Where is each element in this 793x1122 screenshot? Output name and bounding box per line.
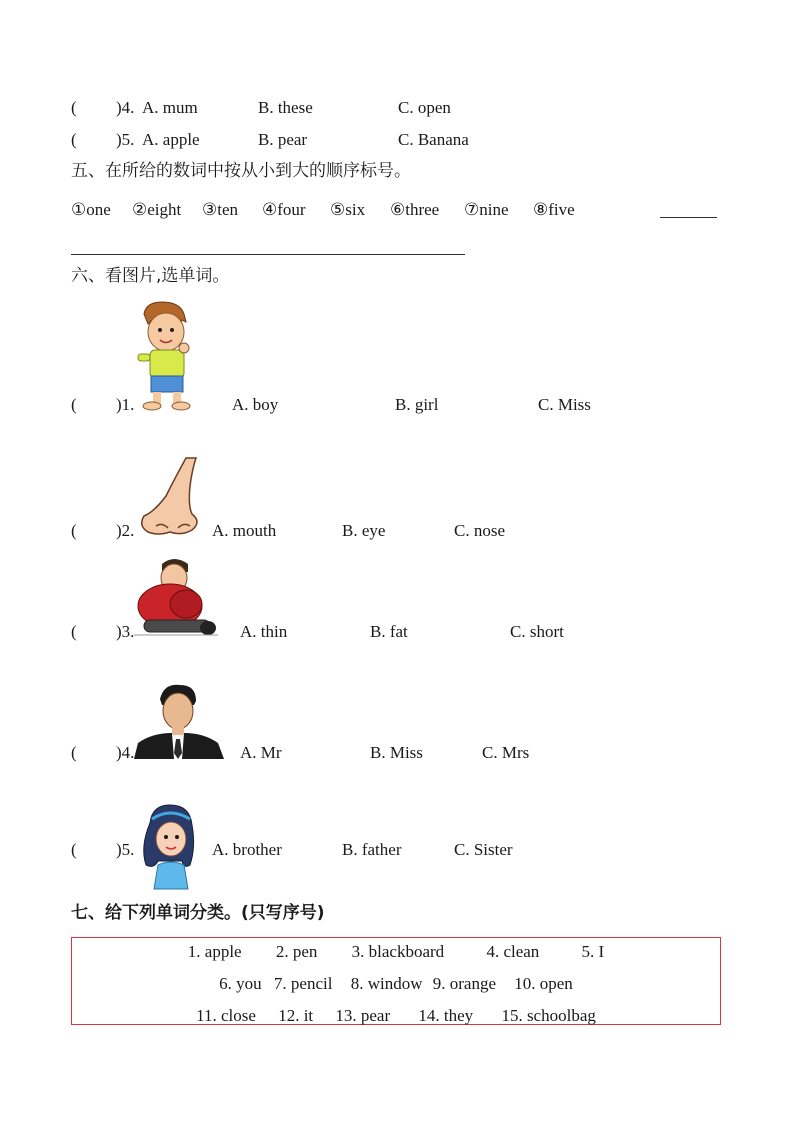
option-c: C. Mrs [482, 743, 530, 762]
question-number: )5. [116, 130, 135, 149]
option-b: B. Miss [370, 743, 423, 762]
answer-paren: ( [71, 521, 77, 540]
word-item: 14. they [418, 1006, 474, 1025]
word-row [72, 1007, 720, 1024]
word-item: 3. blackboard [351, 942, 445, 961]
girl-picture [136, 803, 202, 891]
option-b: B. pear [258, 130, 308, 149]
option-a: A. brother [212, 840, 282, 859]
word-row [72, 975, 720, 992]
option-c: C. short [510, 622, 564, 641]
option-b: B. eye [342, 521, 386, 540]
answer-paren: ( [71, 840, 77, 859]
boy-picture [134, 300, 196, 412]
nose-picture [136, 456, 204, 538]
number-word: ③ten [202, 200, 239, 219]
answer-paren: ( [71, 395, 77, 414]
word-item: 15. schoolbag [501, 1006, 596, 1025]
fat-man-picture [134, 556, 218, 638]
option-a: A. apple [142, 130, 200, 149]
option-c: C. Sister [454, 840, 513, 859]
answer-paren: ( [71, 743, 77, 762]
number-word: ⑥three [390, 200, 440, 219]
option-a: A. boy [232, 395, 279, 414]
option-c: C. Miss [538, 395, 591, 414]
question-number: )4. [116, 98, 135, 117]
word-box [71, 937, 721, 1025]
option-b: B. girl [395, 395, 439, 414]
question-number: )2. [116, 521, 135, 540]
word-item: 8. window [350, 974, 423, 993]
word-item: 5. I [581, 942, 605, 961]
question-number: )1. [116, 395, 135, 414]
number-word: ⑧five [533, 200, 575, 219]
number-word: ⑤six [330, 200, 366, 219]
number-word: ②eight [132, 200, 182, 219]
option-b: B. father [342, 840, 402, 859]
answer-paren: ( [71, 622, 77, 641]
word-item: 9. orange [432, 974, 497, 993]
word-item: 13. pear [335, 1006, 391, 1025]
word-item: 7. pencil [273, 974, 333, 993]
word-item: 1. apple [187, 942, 242, 961]
option-b: B. fat [370, 622, 408, 641]
option-c: C. nose [454, 521, 505, 540]
answer-blank-line[interactable] [660, 217, 717, 218]
number-word: ⑦nine [464, 200, 509, 219]
word-item: 2. pen [275, 942, 318, 961]
word-item: 11. close [196, 1006, 256, 1025]
question-number: )3. [116, 622, 135, 641]
word-item: 6. you [219, 974, 262, 993]
question-number: )4. [116, 743, 135, 762]
word-item: 12. it [278, 1006, 314, 1025]
option-c: C. open [398, 98, 451, 117]
option-b: B. these [258, 98, 313, 117]
section-6-heading: 六、看图片,选单词。 [71, 266, 230, 286]
section-7-heading: 七、给下列单词分类。(只写序号) [71, 903, 325, 923]
answer-paren: ( [71, 130, 77, 149]
word-item: 4. clean [486, 942, 540, 961]
option-a: A. Mr [240, 743, 282, 762]
number-word: ④four [262, 200, 306, 219]
option-a: A. thin [240, 622, 288, 641]
word-row [72, 943, 720, 960]
option-c: C. Banana [398, 130, 469, 149]
answer-paren: ( [71, 98, 77, 117]
man-in-suit-picture [134, 683, 224, 759]
number-word: ①one [71, 200, 111, 219]
option-a: A. mum [142, 98, 198, 117]
section-5-heading: 五、在所给的数词中按从小到大的顺序标号。 [71, 161, 411, 181]
option-a: A. mouth [212, 521, 277, 540]
question-number: )5. [116, 840, 135, 859]
word-item: 10. open [514, 974, 573, 993]
answer-blank-line[interactable] [71, 254, 465, 255]
